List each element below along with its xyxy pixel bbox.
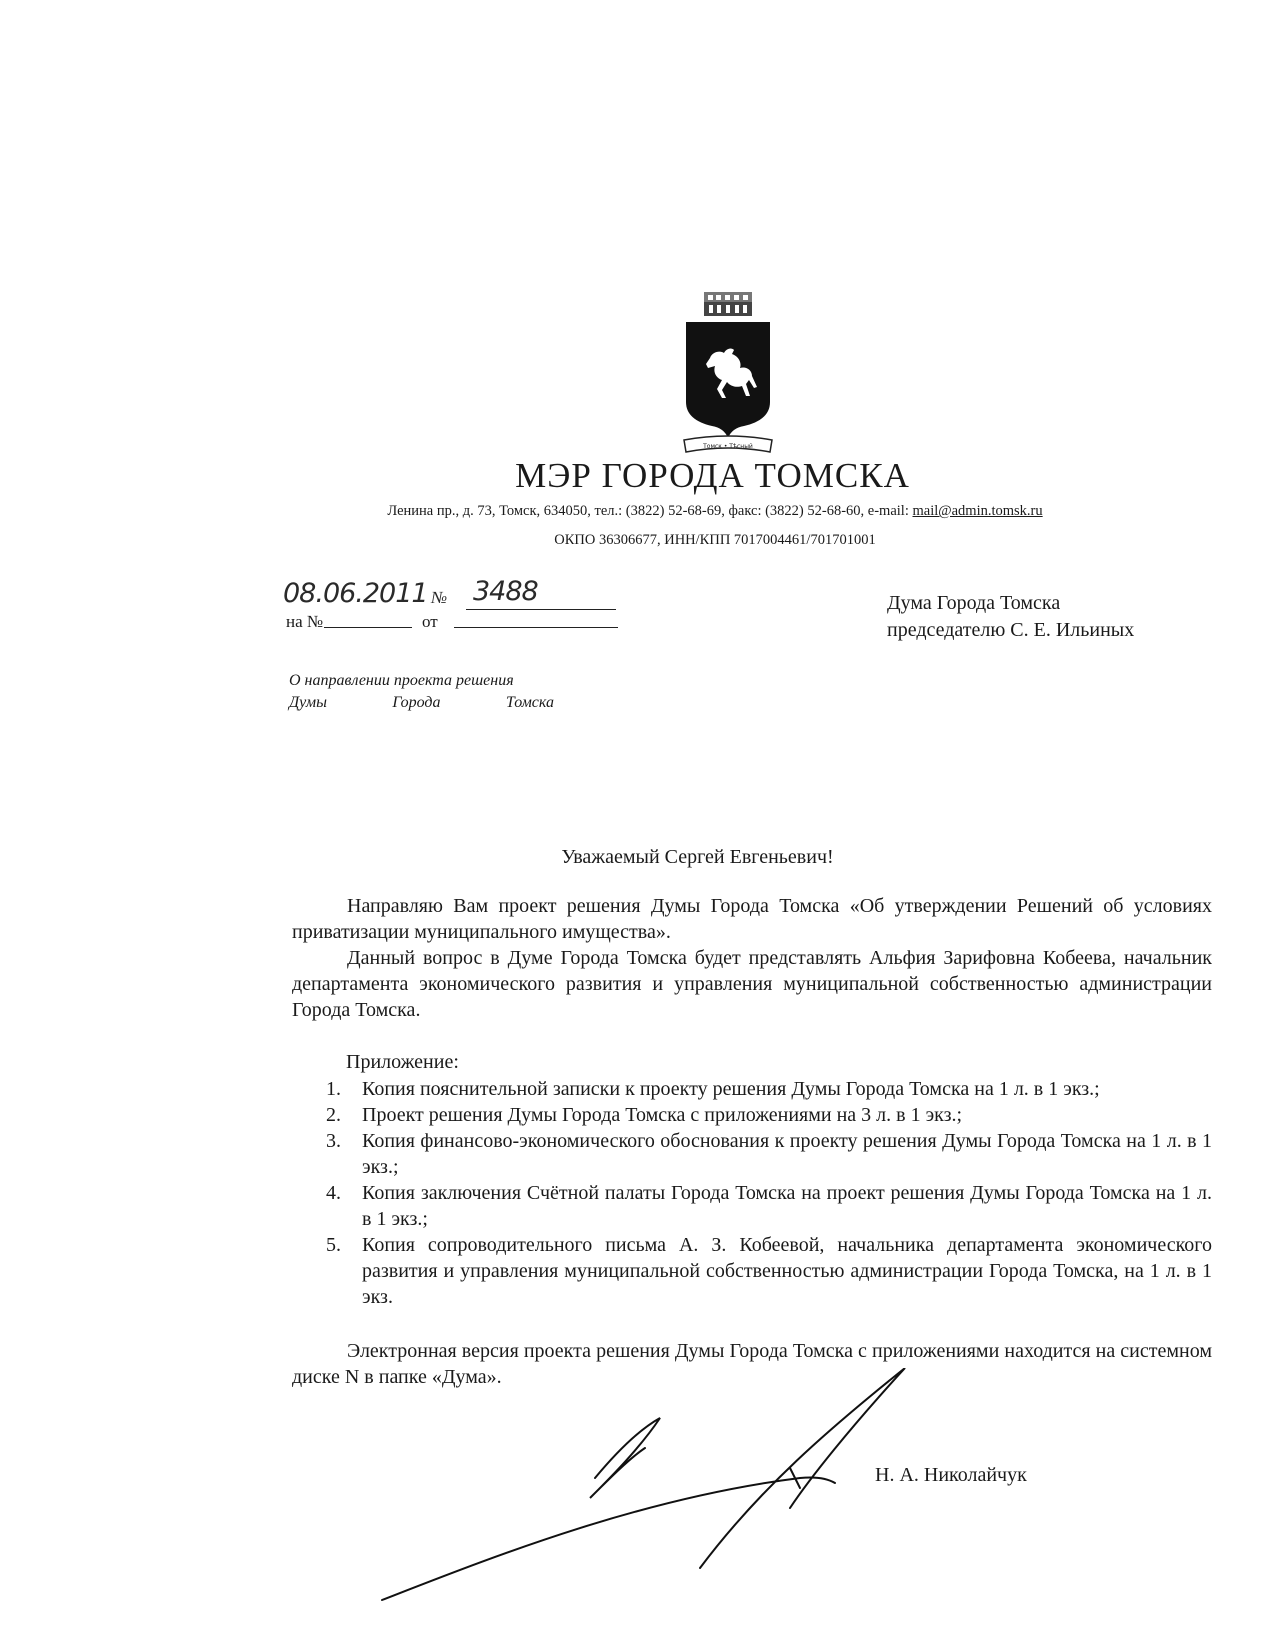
addressee-organization: Дума Города Томска (887, 592, 1061, 614)
contacts-line (300, 503, 1130, 520)
body-paragraph-1: Направляю Вам проект решения Думы Города Томска «Об утверждении Решений об условиях приватизации муниципального имущества». (292, 895, 1212, 943)
subject-line-2 (289, 692, 554, 714)
organization-title: МЭР ГОРОДА ТОМСКА (515, 456, 910, 495)
svg-text:Томск • Тѣсный: Томск • Тѣсный (703, 443, 753, 450)
reference-registration (286, 612, 626, 636)
attachments-label: Приложение: (346, 1051, 459, 1073)
attachment-item: 5. Копия сопроводительного письма А. З. Кобеевой, начальника департамента экономического развития и управления муниципальной собственностью администрации Города Томска, на 1 л. в 1 экз. (326, 1234, 1212, 1308)
attachment-item: 4. Копия заключения Счётной палаты Города Томска на проект решения Думы Города Томска на 1 л. в 1 экз.; (326, 1182, 1212, 1230)
body-paragraph-2: Данный вопрос в Думе Города Томска будет представлять Альфия Зарифовна Кобеева, начальник департамента экономического развития и управления муниципальной собственностью администрации Города Томска. (292, 947, 1212, 1021)
outgoing-registration (283, 578, 623, 612)
tomsk-coat-of-arms-icon (682, 292, 774, 464)
body-paragraph-3: Электронная версия проекта решения Думы Города Томска с приложениями находится на системном диске N в папке «Дума». (292, 1340, 1212, 1388)
subject-line-1: О направлении проекта решения (289, 672, 514, 689)
registration-codes: ОКПО 36306677, ИНН/КПП 7017004461/701701001 (554, 532, 876, 548)
handwritten-date: 08.06.2011 (283, 578, 428, 609)
attachments-list (292, 1076, 1212, 1310)
handwritten-signature (380, 1368, 940, 1608)
addressee (887, 590, 1134, 644)
subject-word: Думы (289, 694, 327, 711)
email-link[interactable]: mail@admin.tomsk.ru (912, 503, 1043, 519)
contacts-text: Ленина пр., д. 73, Томск, 634050, тел.: (3822) 52-68-69, факс: (3822) 52-68-60, e-mail: (387, 503, 913, 519)
subject-word: Томска (505, 694, 554, 711)
attachment-item: 3. Копия финансово-экономического обоснования к проекту решения Думы Города Томска на 1 л. в 1 экз.; (326, 1130, 1212, 1178)
reference-number-blank (324, 627, 412, 628)
salutation: Уважаемый Сергей Евгеньевич! (561, 846, 834, 868)
attachment-item: 1. Копия пояснительной записки к проекту решения Думы Города Томска на 1 л. в 1 экз.; (326, 1078, 1100, 1100)
reference-from-label: от (422, 612, 438, 631)
attachment-item: 2. Проект решения Думы Города Томска с приложениями на 3 л. в 1 экз.; (326, 1104, 963, 1126)
crown-icon (704, 292, 752, 316)
number-label: № (431, 588, 447, 607)
signer-name: Н. А. Николайчук (875, 1464, 1027, 1486)
handwritten-number: 3488 (473, 576, 538, 607)
reference-date-blank (454, 627, 618, 628)
subject-word: Города (392, 694, 441, 711)
reference-number-label: на № (286, 612, 324, 631)
number-underline (466, 609, 616, 610)
letter-subject (289, 670, 554, 714)
addressee-person: председателю С. Е. Ильиных (887, 619, 1135, 641)
